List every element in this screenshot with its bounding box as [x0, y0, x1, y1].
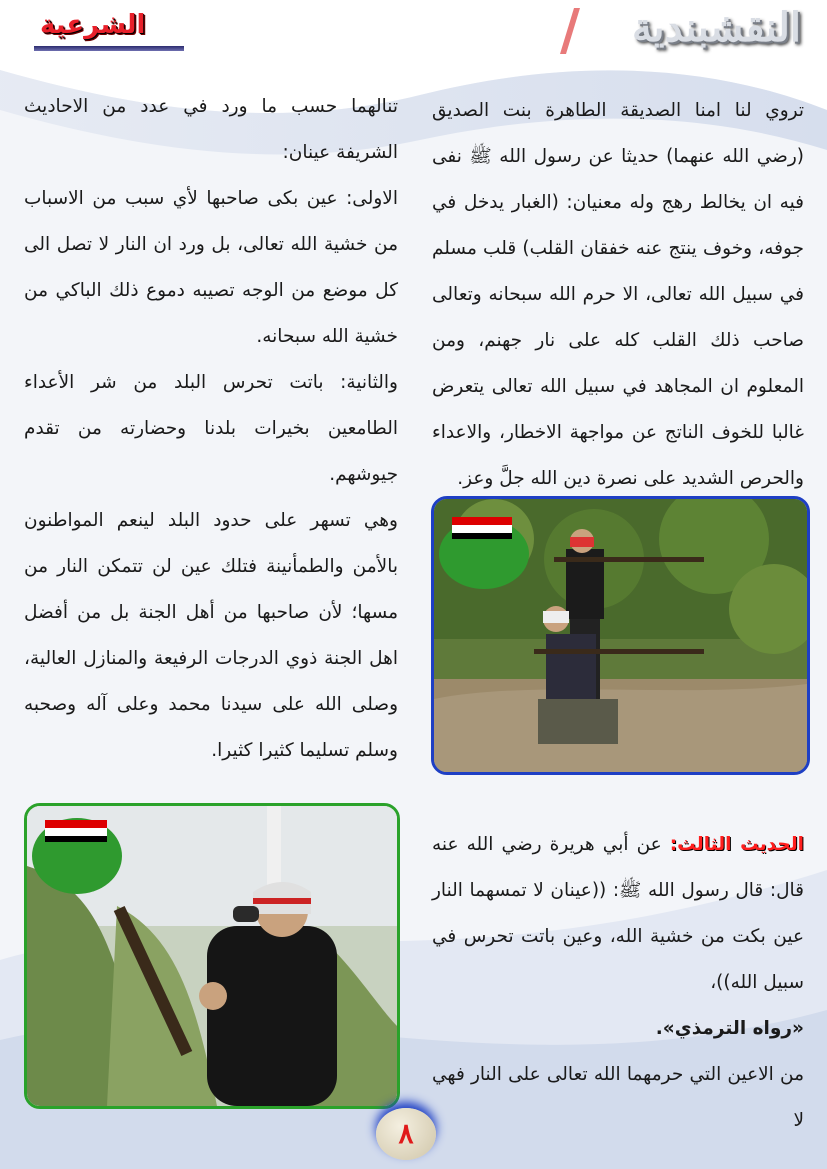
hadith-paragraph — [432, 822, 804, 1006]
fighters-photo — [431, 496, 810, 775]
article-column-left — [24, 84, 398, 774]
article-paragraph: وهي تسهر على حدود البلد لينعم المواطنون بالأمن والطمأنينة فتلك عين لن تتمكن النار من مسها؛ لأن صاحبها من أهل الجنة بل من أفضل اهل الجنة ذوي الدرجات الرفيعة والمنازل العالية، وصلى الله على سيدنا محمد وعلى آله وصحبه وسلم تسليما كثيرا كثيرا. — [24, 510, 398, 761]
hadith-source: «رواه الترمذي». — [655, 1018, 804, 1039]
article-paragraph: والثانية: باتت تحرس البلد من شر الأعداء الطامعين بخيرات بلدنا وحضارته من تقدم جيوشهم. — [24, 372, 398, 485]
fighter-binoculars-photo-icon — [27, 806, 397, 1106]
article-column-right-bottom — [432, 822, 804, 1144]
fighter-binoculars-photo — [24, 803, 400, 1109]
section-title: الشرعية — [40, 10, 146, 40]
article-paragraph: الاولى: عين بكى صاحبها لأي سبب من الاسباب من خشية الله تعالى، بل ورد ان النار لا تصل الى كل موضع من الوجه تصيبه دموع ذلك الباكي من خشية الله سبحانه. — [24, 188, 398, 347]
magazine-title: النقشبندية — [631, 4, 801, 51]
page-number: ٨ — [376, 1108, 436, 1160]
hadith-heading: الحديث الثالث: — [669, 834, 804, 855]
hadith-intro: عن أبي هريرة رضي الله عنه قال: قال رسول الله ﷺ: ((عينان لا تمسهما النار عين بكت من خشية الله، وعين باتت تحرس في سبيل الله))، — [432, 834, 804, 993]
article-paragraph: تنالهما حسب ما ورد في عدد من الاحاديث الشريفة عينان: — [24, 96, 398, 163]
article-paragraph: تروي لنا امنا الصديقة الطاهرة بنت الصديق (رضي الله عنهما) حديثا عن رسول الله ﷺ نفى فيه ان يخالط رهج وله معنيان: (الغبار يدخل في جوفه، وخوف ينتج عنه خفقان القلب) قلب مسلم في سبيل الله تعالى، الا حرم الله سبحانه وتعالى صاحب ذلك القلب كله على نار جهنم، ومن المعلوم ان المجاهد في سبيل الله تعالى يتعرض غالبا للخوف الناتج عن مواجهة الاخطار، والاعداء والحرص الشديد على نصرة دين الله جلَّ وعز. — [432, 100, 804, 489]
article-column-right-top — [432, 88, 804, 502]
hadith-continuation: من الاعين التي حرمهما الله تعالى على النار فهي لا — [432, 1064, 804, 1131]
page-header — [0, 0, 827, 80]
divider-slash-icon — [560, 6, 580, 56]
fighters-photo-icon — [434, 499, 807, 772]
section-underline — [34, 46, 184, 51]
